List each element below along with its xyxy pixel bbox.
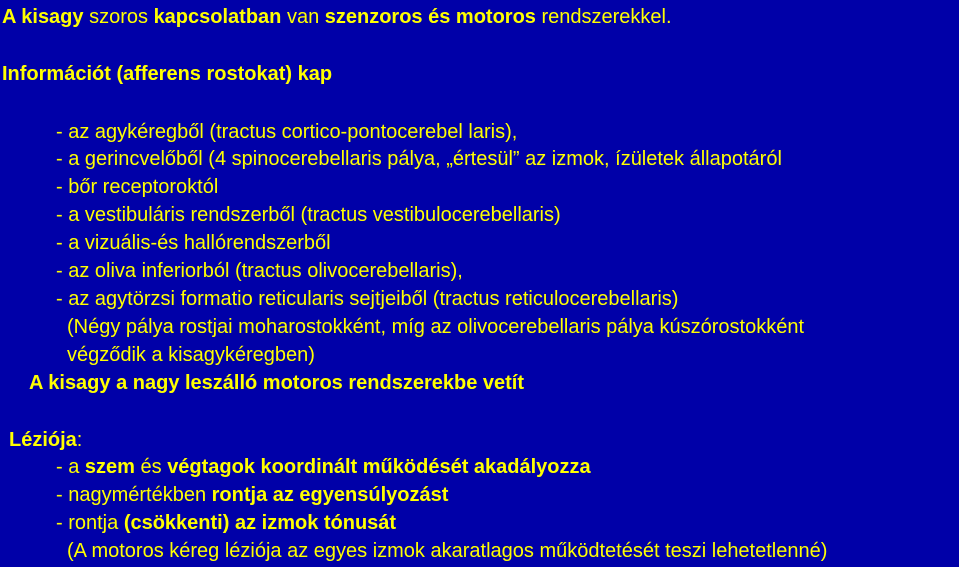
title-part-4: van — [281, 6, 325, 28]
slide-title — [2, 5, 672, 29]
afferent-heading: Információt (afferens rostokat) kap — [2, 63, 333, 85]
afferent-item: - a vestibuláris rendszerből (tractus vestibulocerebellaris) — [56, 204, 561, 226]
lesion-heading — [9, 428, 82, 452]
title-part-1: A kisagy — [2, 6, 84, 28]
afferent-item: - az agykéregből (tractus cortico-pontocerebel laris), — [56, 121, 518, 143]
afferent-item: - a vizuális-és hallórendszerből — [56, 232, 331, 254]
lesion-item-1-mid: és — [134, 456, 168, 478]
lesion-item-2-prefix: - nagymértékben — [56, 484, 212, 506]
title-part-3: kapcsolatban — [153, 6, 282, 28]
lesion-item-1-bold-2: végtagok koordinált működését akadályozza — [167, 456, 591, 478]
lesion-item-3 — [56, 511, 396, 535]
lesion-item-1 — [56, 455, 591, 479]
lesion-item-1-bold-1: szem — [84, 456, 135, 478]
afferent-item: - az oliva inferiorból (tractus olivocerebellaris), — [56, 260, 463, 282]
afferent-item: - bőr receptoroktól — [56, 176, 219, 198]
efferent-statement: A kisagy a nagy leszálló motoros rendszerekbe vetít — [29, 372, 524, 394]
lesion-item-3-bold: (csökkenti) az izmok tónusát — [123, 512, 397, 534]
afferent-item: - a gerincvelőből (4 spinocerebellaris pálya, „értesül” az izmok, ízületek állapotáról — [56, 148, 782, 170]
fiber-note-line-2: végződik a kisagykéregben) — [67, 344, 315, 366]
lesion-item-3-prefix: - rontja — [56, 512, 124, 534]
lesion-item-1-prefix: - a — [56, 456, 85, 478]
afferent-item: - az agytörzsi formatio reticularis sejtjeiből (tractus reticulocerebellaris) — [56, 288, 679, 310]
lesion-heading-text: Léziója — [9, 429, 77, 451]
fiber-note-line-1: (Négy pálya rostjai moharostokként, míg az olivocerebellaris pálya kúszórostokként — [67, 316, 805, 338]
lesion-item-2 — [56, 483, 448, 507]
lesion-item-2-bold: rontja az egyensúlyozást — [211, 484, 449, 506]
lesion-note: (A motoros kéreg léziója az egyes izmok akaratlagos működtetését teszi lehetetlenné) — [67, 540, 828, 562]
title-part-2: szoros — [83, 6, 154, 28]
title-part-5: szenzoros és motoros — [324, 6, 536, 28]
lesion-heading-colon: : — [76, 429, 83, 451]
title-part-6: rendszerekkel. — [535, 6, 672, 28]
